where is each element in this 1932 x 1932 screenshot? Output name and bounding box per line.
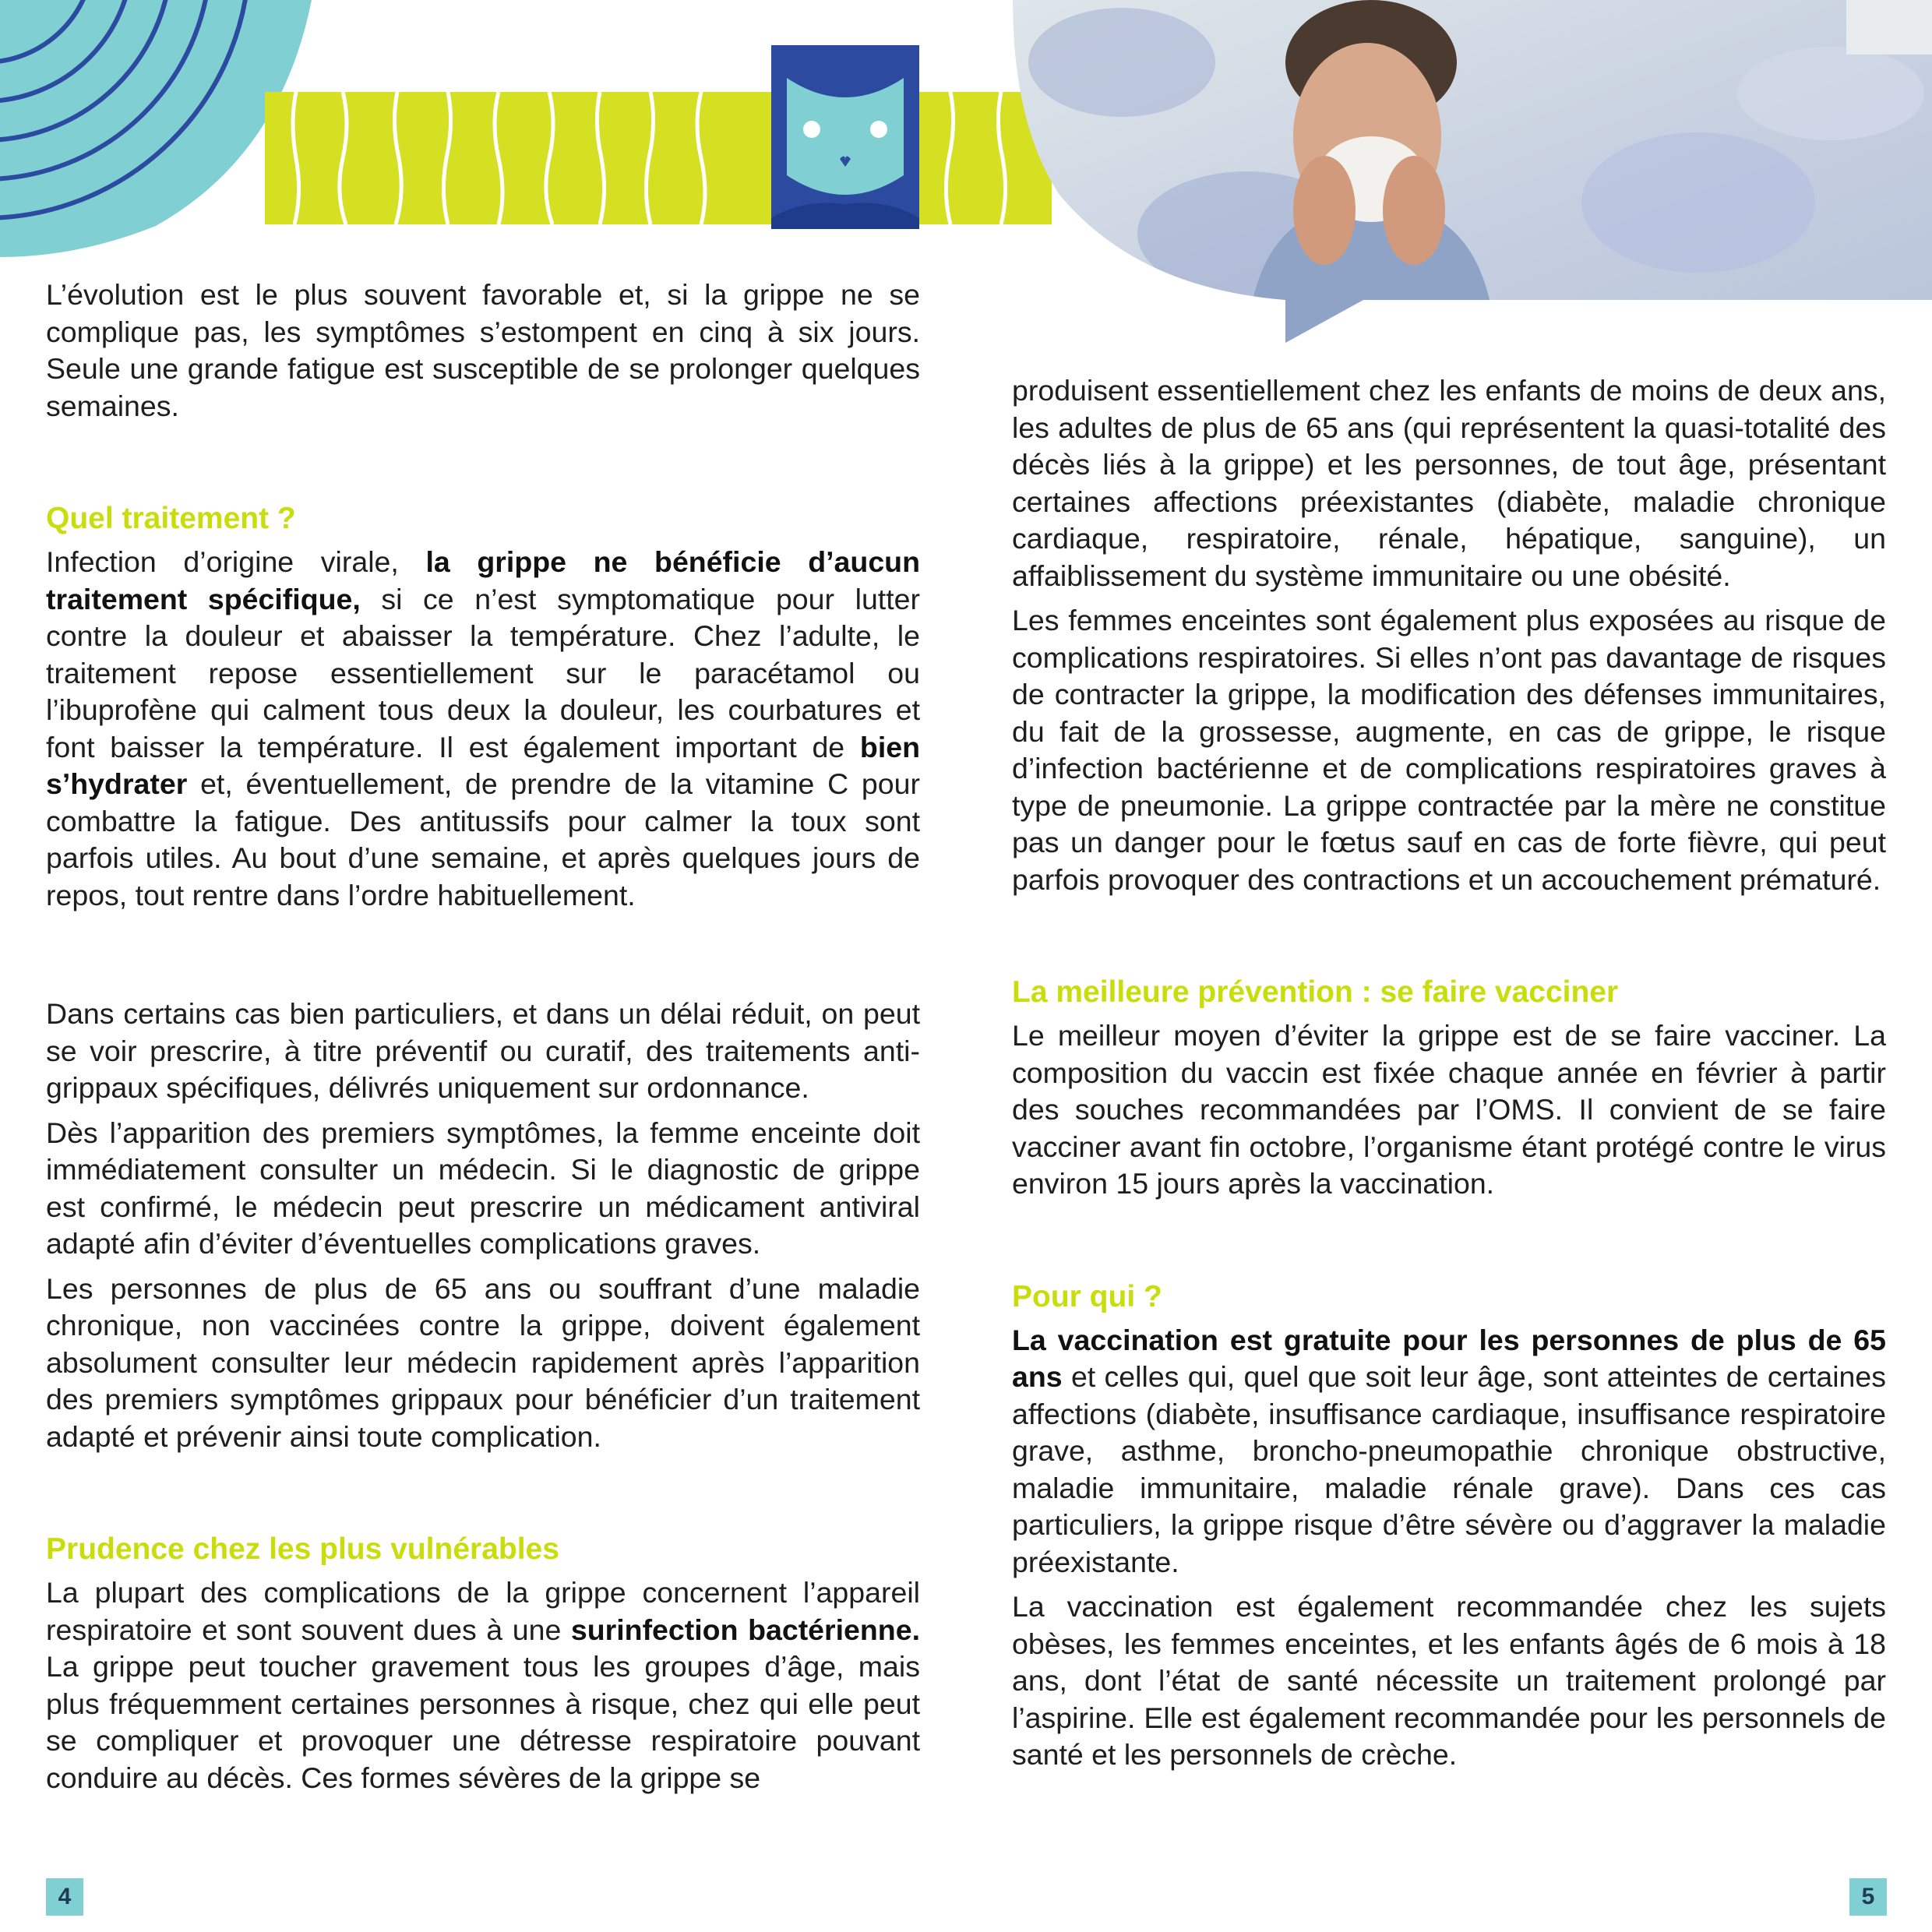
paragraph-evolution: L’évolution est le plus souvent favorable et, si la grippe ne se complique pas, les symptômes s’estompent en cinq à six jours. Seule une grande fatigue est susceptible de se prolonger quelques semaines. <box>46 278 920 422</box>
paragraph-pregnancy-risks: Les femmes enceintes sont également plus exposées au risque de complications respiratoires. Si elles n’ont pas davantage de risques de contracter la grippe, la modification des défenses immunitaires, du fait de la grossesse, augmente, en cas de grippe, le risque d’infection bactérienne et de complications respiratoires graves à type de pneumonie. La grippe contractée par la mère ne constitue pas un danger pour le fœtus sauf en cas de forte fièvre, qui peut parfois provoquer des contractions et un accouchement prématuré. <box>1012 604 1886 896</box>
heading-treatment: Quel traitement ? <box>46 502 296 535</box>
character-face-illustration <box>771 45 919 229</box>
man-sneezing-into-tissue-photo <box>1013 0 1932 347</box>
paragraph-elderly: Les personnes de plus de 65 ans ou souffrant d’une maladie chronique, non vaccinées contre la grippe, doivent également absolument consulter leur médecin rapidement après l’apparition des premiers symptômes grippaux pour bénéficier d’un traitement adapté et prévenir ainsi toute complication. <box>46 1271 920 1453</box>
heading-prevention: La meilleure prévention : se faire vacciner <box>1012 975 1619 1009</box>
page-number-right: 5 <box>1849 1878 1887 1916</box>
paragraph-free-vaccination: La vaccination est gratuite pour les personnes de plus de 65 ans et celles qui, quel que soit leur âge, sont atteintes de certaines affections (diabète, insuffisance cardiaque, insuffisance respiratoire grave, asthme, broncho-pneumopathie chronique obstructive, maladie immunitaire, maladie rénale grave). Dans ces cas particuliers, la grippe risque d’être sévère ou d’aggraver la maladie préexistante. <box>1012 1323 1886 1578</box>
right-column <box>1012 372 1886 1774</box>
paragraph-treatment: Infection d’origine virale, la grippe ne bénéficie d’aucun traitement spécifique, si ce n’est symptomatique pour lutter contre la douleur et abaisser la température. Chez l’adulte, le traitement repose essentiellement sur le paracétamol ou l’ibuprofène qui calment tous deux la douleur, les courbatures et font baisser la température. Il est également important de bien s’hydrater et, éventuellement, de prendre de la vitamine C pour combattre la fatigue. Des antitussifs pour calmer la toux sont parfois utiles. Au bout d’une semaine, et après quelques jours de repos, tout rentre dans l’ordre habituellement. <box>46 545 920 911</box>
lime-striped-band <box>265 92 1052 224</box>
heading-who: Pour qui ? <box>1012 1279 1162 1313</box>
paragraph-antiviral-treatments: Dans certains cas bien particuliers, et dans un délai réduit, on peut se voir prescrire, à titre préventif ou curatif, des traitements anti-grippaux spécifiques, délivrés uniquement sur ordonnance. <box>46 997 920 1104</box>
heading-vulnerable: Prudence chez les plus vulnérables <box>46 1532 559 1566</box>
left-column <box>46 277 920 1796</box>
paragraph-recommended: La vaccination est également recommandée chez les sujets obèses, les femmes enceintes, et les enfants âgés de 6 mois à 18 ans, dont l’état de santé nécessite un traitement prolongé par l’aspirine. Elle est également recommandée pour les personnels de santé et les personnels de crèche. <box>1012 1590 1886 1771</box>
paragraph-complications: La plupart des complications de la grippe concernent l’appareil respiratoire et sont souvent dues à une surinfection bactérienne. La grippe peut toucher gravement tous les groupes d’âge, mais plus fréquemment certaines personnes à risque, chez qui elle peut se compliquer et provoquer une détresse respiratoire pouvant conduire au décès. Ces formes sévères de la grippe se <box>46 1576 920 1794</box>
paragraph-pregnant-women: Dès l’apparition des premiers symptômes, la femme enceinte doit immédiatement consulter un médecin. Si le diagnostic de grippe est confirmé, le médecin peut prescrire un médicament antiviral adapté afin d’éviter d’éventuelles complications graves. <box>46 1116 920 1260</box>
page-number-left: 4 <box>46 1878 83 1916</box>
paragraph-vaccine: Le meilleur moyen d’éviter la grippe est de se faire vacciner. La composition du vaccin est fixée chaque année en février à partir des souches recommandées par l’OMS. Il convient de se faire vacciner avant fin octobre, l’organisme étant protégé contre le virus environ 15 jours après la vaccination. <box>1012 1019 1886 1200</box>
paragraph-risk-groups: produisent essentiellement chez les enfants de moins de deux ans, les adultes de plus de 65 ans (qui représentent la quasi-totalité des décès liés à la grippe) et les personnes, de tout âge, présentant certaines affections préexistantes (diabète, maladie chronique cardiaque, respiratoire, rénale, hépatique, sanguine), un affaiblissement du système immunitaire ou une obésité. <box>1012 374 1886 592</box>
